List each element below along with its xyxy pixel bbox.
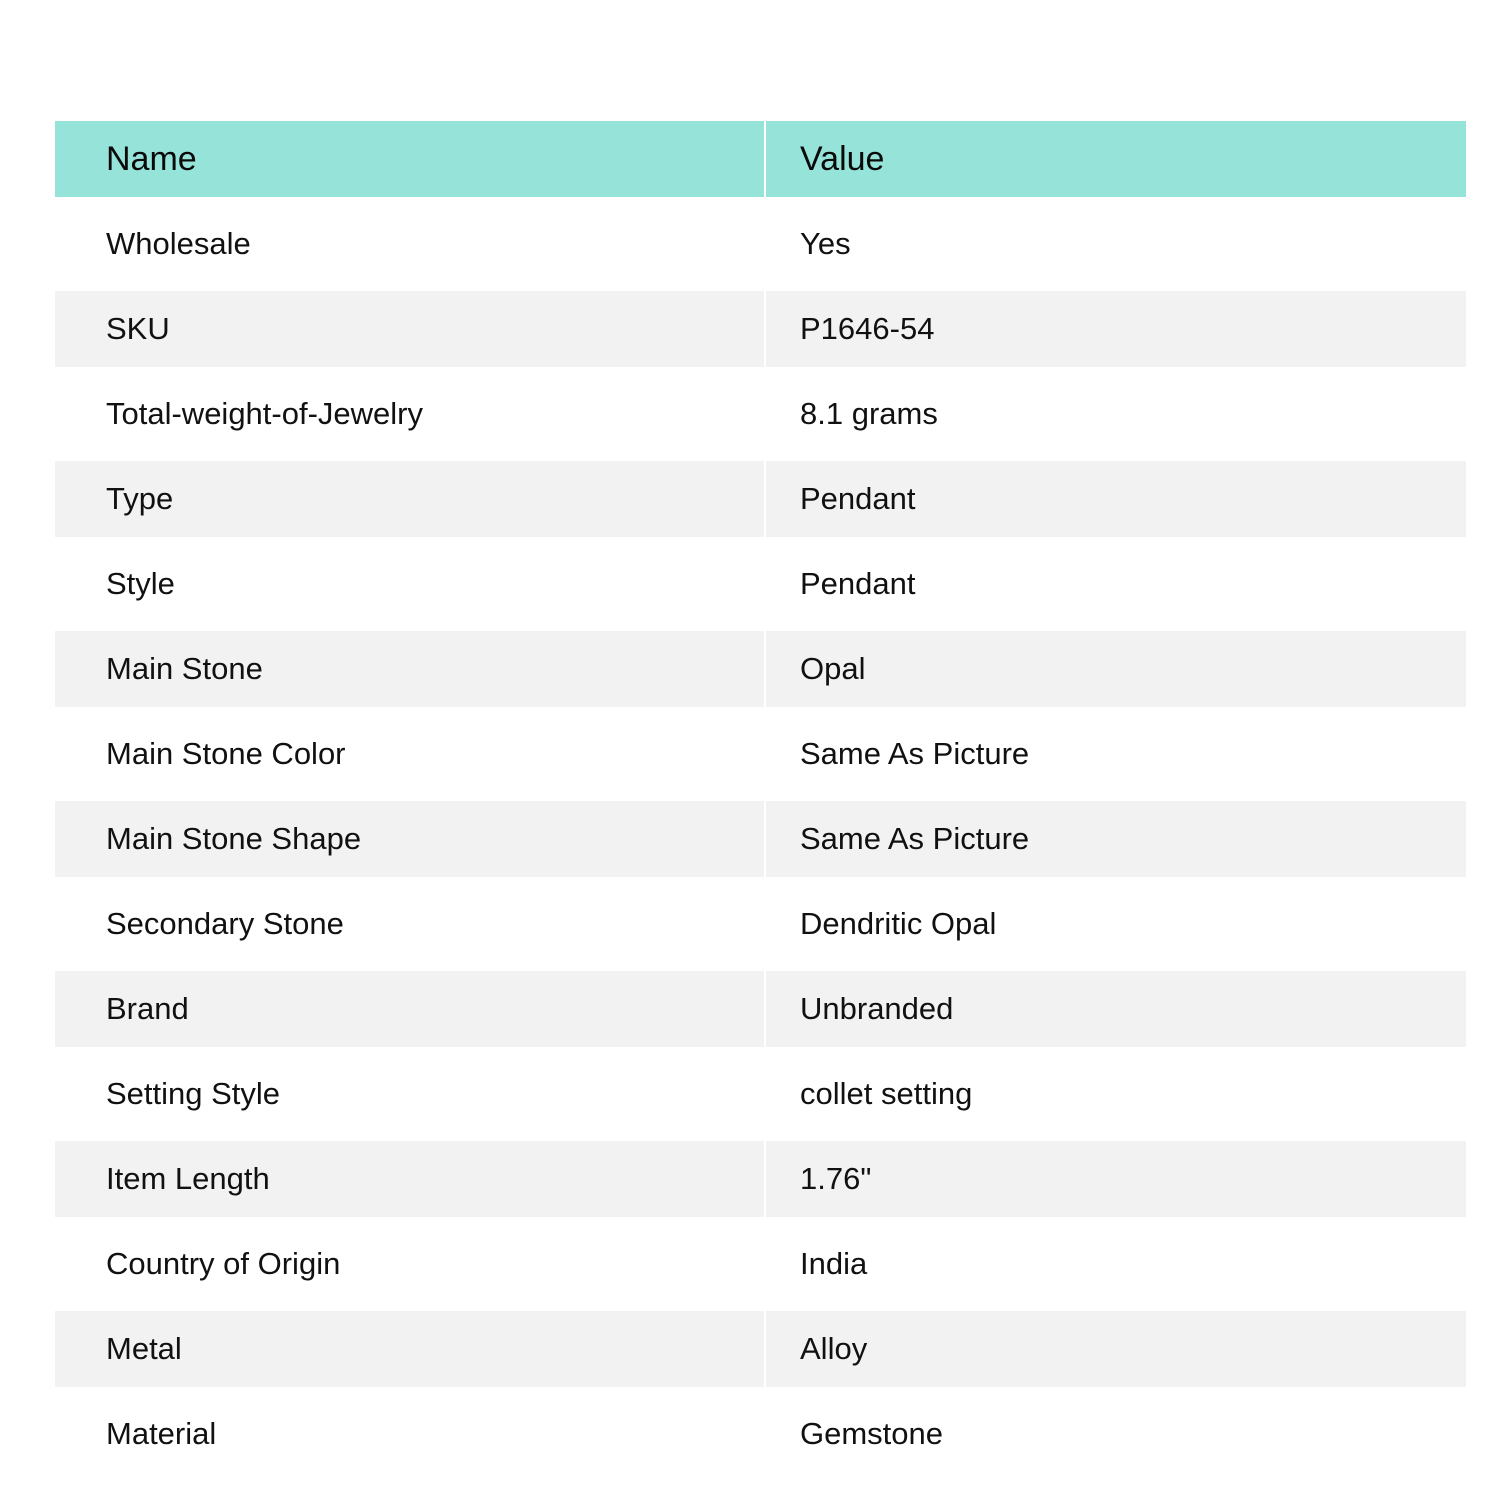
row-value-cell: India [800, 1246, 868, 1281]
row-value-cell: collet setting [800, 1076, 973, 1111]
row-name-cell: Brand [55, 971, 766, 1047]
row-value-cell: Dendritic Opal [800, 906, 997, 941]
table-row [55, 291, 1466, 367]
row-name-cell: Metal [55, 1311, 766, 1387]
table-row [55, 1387, 1466, 1481]
row-name-cell: Material [55, 1387, 766, 1481]
table-row [55, 197, 1466, 291]
row-name-cell: Main Stone [55, 631, 766, 707]
row-name-cell: Wholesale [55, 197, 766, 291]
column-header-value: Value [800, 139, 885, 178]
row-value-cell: Pendant [800, 481, 916, 516]
row-name-cell: Total-weight-of-Jewelry [55, 367, 766, 461]
row-value-cell: Pendant [800, 566, 916, 601]
table-row [55, 1217, 1466, 1311]
row-name-cell: Secondary Stone [55, 877, 766, 971]
table-row [55, 461, 1466, 537]
table-row [55, 537, 1466, 631]
row-value-cell: Yes [800, 226, 851, 261]
table-row [55, 877, 1466, 971]
row-value-cell: Gemstone [800, 1416, 944, 1451]
row-value-cell: Same As Picture [800, 736, 1030, 771]
column-header-name: Name [55, 121, 766, 197]
row-value-cell: 1.76" [800, 1161, 872, 1196]
table-row [55, 707, 1466, 801]
table-row [55, 631, 1466, 707]
table-row [55, 801, 1466, 877]
row-name-cell: Setting Style [55, 1047, 766, 1141]
row-value-cell: 8.1 grams [800, 396, 938, 431]
row-value-cell: P1646-54 [800, 311, 935, 346]
row-value-cell: Unbranded [800, 991, 954, 1026]
table-row [55, 971, 1466, 1047]
row-name-cell: Country of Origin [55, 1217, 766, 1311]
row-value-cell: Opal [800, 651, 866, 686]
row-value-cell: Alloy [800, 1331, 868, 1366]
row-name-cell: Type [55, 461, 766, 537]
table-row [55, 367, 1466, 461]
table-row [55, 1311, 1466, 1387]
row-name-cell: Main Stone Color [55, 707, 766, 801]
row-name-cell: Style [55, 537, 766, 631]
table-row [55, 1141, 1466, 1217]
row-name-cell: Item Length [55, 1141, 766, 1217]
row-name-cell: SKU [55, 291, 766, 367]
row-name-cell: Main Stone Shape [55, 801, 766, 877]
row-value-cell: Same As Picture [800, 821, 1030, 856]
specifications-table [55, 121, 1466, 1481]
table-row [55, 1047, 1466, 1141]
table-header-row [55, 121, 1466, 197]
